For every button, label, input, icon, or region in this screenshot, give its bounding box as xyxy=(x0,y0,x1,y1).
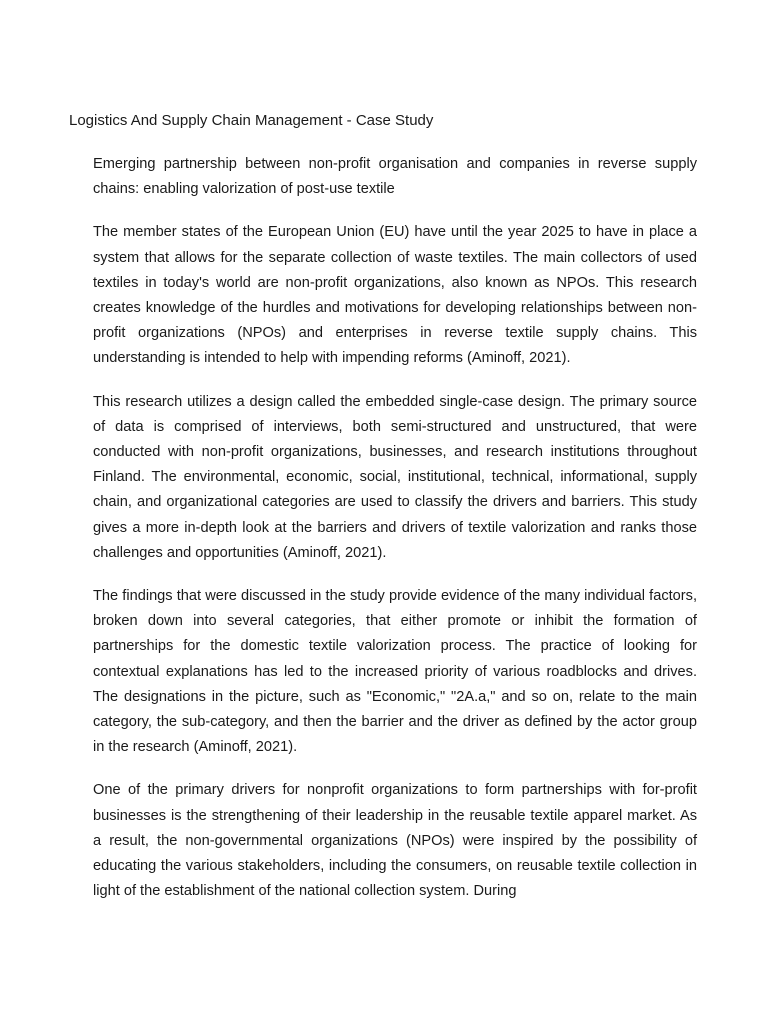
paragraph: This research utilizes a design called the embedded single-case design. The primary source of data is comprised of interviews, both semi-structured and unstructured, that were conducted with non-profit organizations, businesses, and research institutions throughout Finland. The environmental, economic, social, institutional, technical, informational, supply chain, and organizational categories are used to classify the drivers and barriers. This study gives a more in-depth look at the barriers and drivers of textile valorization and ranks those challenges and opportunities (Aminoff, 2021). xyxy=(93,393,697,561)
document-body xyxy=(93,152,697,922)
document-title: Logistics And Supply Chain Management - Case Study xyxy=(69,112,434,129)
paragraph: One of the primary drivers for nonprofit organizations to form partnerships with for-profit businesses is the strengthening of their leadership in the reusable textile apparel market. As a result, the non-governmental organizations (NPOs) were inspired by the possibility of educating the various stakeholders, including the consumers, on reusable textile collection in light of the establishment of the national collection system. During xyxy=(93,782,697,900)
paragraph: The member states of the European Union (EU) have until the year 2025 to have in place a system that allows for the separate collection of waste textiles. The main collectors of used textiles in today's world are non-profit organizations, also known as NPOs. This research creates knowledge of the hurdles and motivations for developing relationships between non-profit organizations (NPOs) and enterprises in reverse textile supply chains. This understanding is intended to help with impending reforms (Aminoff, 2021). xyxy=(93,224,697,367)
paragraph: The findings that were discussed in the study provide evidence of the many individual factors, broken down into several categories, that either promote or inhibit the formation of partnerships for the domestic textile valorization process. The practice of looking for contextual explanations has led to the increased priority of various roadblocks and drives. The designations in the picture, such as "Economic," "2A.a," and so on, relate to the main category, the sub-category, and then the barrier and the driver as defined by the actor group in the research (Aminoff, 2021). xyxy=(93,588,697,756)
paragraph-subtitle: Emerging partnership between non-profit organisation and companies in reverse supply chains: enabling valorization of post-use textile xyxy=(93,156,697,198)
